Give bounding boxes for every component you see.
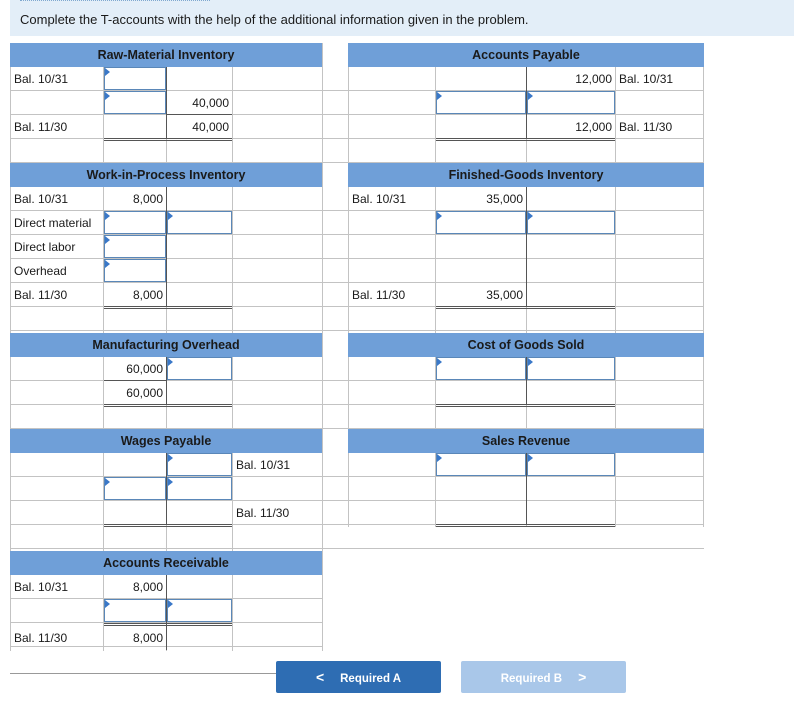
accounts-receivable-bal-1130-label: Bal. 11/30 bbox=[14, 631, 68, 645]
t-accounts-grid bbox=[10, 43, 704, 651]
accounts-payable-bal-1130-value: 12,000 bbox=[575, 120, 612, 134]
wip-credit-input[interactable] bbox=[167, 211, 232, 234]
account-header-accounts-payable: Accounts Payable bbox=[348, 43, 704, 67]
account-header-wages-payable: Wages Payable bbox=[10, 429, 322, 453]
raw-material-bal-1130-label: Bal. 11/30 bbox=[14, 120, 68, 134]
grid-row bbox=[10, 501, 704, 525]
required-a-button[interactable] bbox=[276, 661, 441, 693]
wip-bal-1031-label: Bal. 10/31 bbox=[14, 192, 69, 206]
required-b-label: Required B bbox=[500, 673, 563, 685]
accounts-payable-debit-input[interactable] bbox=[436, 91, 526, 114]
finished-goods-debit-input[interactable] bbox=[436, 211, 526, 234]
wip-direct-labor-input[interactable] bbox=[104, 235, 166, 258]
wages-payable-bal-1031-label: Bal. 10/31 bbox=[236, 458, 291, 472]
wip-overhead-label: Overhead bbox=[14, 264, 67, 278]
wip-overhead-input[interactable] bbox=[104, 259, 166, 282]
accounts-receivable-credit-input[interactable] bbox=[167, 599, 232, 622]
accounts-payable-credit-input[interactable] bbox=[527, 91, 615, 114]
accounts-receivable-bal-1130-value: 8,000 bbox=[132, 631, 163, 645]
instructions-banner bbox=[10, 0, 794, 36]
required-b-button[interactable] bbox=[461, 661, 626, 693]
t-account-divider bbox=[526, 187, 527, 307]
double-underline bbox=[104, 138, 232, 141]
wip-bal-1031-value: 8,000 bbox=[132, 192, 163, 206]
account-header-manufacturing-overhead: Manufacturing Overhead bbox=[10, 333, 322, 357]
wip-direct-material-input[interactable] bbox=[104, 211, 166, 234]
banner-dotted-line bbox=[20, 0, 210, 1]
raw-material-bal-1130-value: 40,000 bbox=[192, 120, 229, 134]
accounts-payable-bal-1031-value: 12,000 bbox=[575, 72, 612, 86]
double-underline bbox=[104, 404, 232, 407]
raw-material-debit-input-1[interactable] bbox=[104, 67, 166, 90]
cogs-debit-input[interactable] bbox=[436, 357, 526, 380]
wip-bal-1130-label: Bal. 11/30 bbox=[14, 288, 68, 302]
double-underline bbox=[436, 306, 615, 309]
mfg-overhead-debit-total: 60,000 bbox=[126, 386, 163, 400]
wages-payable-debit-input[interactable] bbox=[104, 477, 166, 500]
raw-material-debit-input-2[interactable] bbox=[104, 91, 166, 114]
required-a-label: Required A bbox=[340, 673, 402, 685]
account-header-finished-goods-inventory: Finished-Goods Inventory bbox=[348, 163, 704, 187]
accounts-receivable-bal-1031-label: Bal. 10/31 bbox=[14, 580, 69, 594]
chevron-left-icon: < bbox=[315, 669, 325, 685]
sales-revenue-credit-input[interactable] bbox=[527, 453, 615, 476]
double-underline bbox=[436, 404, 615, 407]
wip-direct-labor-label: Direct labor bbox=[14, 240, 76, 254]
wages-payable-credit-input-1[interactable] bbox=[167, 453, 232, 476]
finished-goods-bal-1031-label: Bal. 10/31 bbox=[352, 192, 407, 206]
grid-col-line bbox=[322, 43, 323, 651]
grid-row bbox=[10, 139, 704, 163]
sales-revenue-debit-input[interactable] bbox=[436, 453, 526, 476]
wages-payable-credit-input-2[interactable] bbox=[167, 477, 232, 500]
cogs-credit-input[interactable] bbox=[527, 357, 615, 380]
instructions-text: Complete the T-accounts with the help of the additional information given in the problem. bbox=[20, 12, 529, 27]
double-underline bbox=[104, 306, 232, 309]
wip-direct-material-label: Direct material bbox=[14, 216, 92, 230]
grid-row bbox=[10, 405, 704, 429]
raw-material-credit-value: 40,000 bbox=[167, 91, 232, 115]
t-account-divider bbox=[166, 187, 167, 307]
account-header-work-in-process-inventory: Work-in-Process Inventory bbox=[10, 163, 322, 187]
finished-goods-credit-input[interactable] bbox=[527, 211, 615, 234]
raw-material-bal-1031-label: Bal. 10/31 bbox=[14, 72, 69, 86]
mfg-overhead-credit-input[interactable] bbox=[167, 357, 232, 380]
double-underline bbox=[104, 623, 232, 626]
accounts-payable-bal-1031-label: Bal. 10/31 bbox=[619, 72, 674, 86]
wages-payable-bal-1130-label: Bal. 11/30 bbox=[236, 506, 290, 520]
finished-goods-bal-1130-value: 35,000 bbox=[486, 288, 523, 302]
accounts-receivable-debit-input[interactable] bbox=[104, 599, 166, 622]
accounts-payable-bal-1130-label: Bal. 11/30 bbox=[619, 120, 673, 134]
finished-goods-bal-1130-label: Bal. 11/30 bbox=[352, 288, 406, 302]
grid-row bbox=[10, 307, 704, 331]
account-header-raw-material-inventory: Raw-Material Inventory bbox=[10, 43, 322, 67]
double-underline bbox=[104, 524, 232, 527]
wip-bal-1130-value: 8,000 bbox=[132, 288, 163, 302]
account-header-cost-of-goods-sold: Cost of Goods Sold bbox=[348, 333, 704, 357]
account-header-accounts-receivable: Accounts Receivable bbox=[10, 551, 322, 575]
double-underline bbox=[436, 524, 615, 527]
grid-row bbox=[10, 525, 704, 549]
account-header-sales-revenue: Sales Revenue bbox=[348, 429, 704, 453]
finished-goods-bal-1031-value: 35,000 bbox=[486, 192, 523, 206]
mfg-overhead-debit-value: 60,000 bbox=[104, 357, 166, 381]
accounts-receivable-bal-1031-value: 8,000 bbox=[132, 580, 163, 594]
double-underline bbox=[436, 138, 615, 141]
chevron-right-icon: > bbox=[578, 669, 587, 685]
